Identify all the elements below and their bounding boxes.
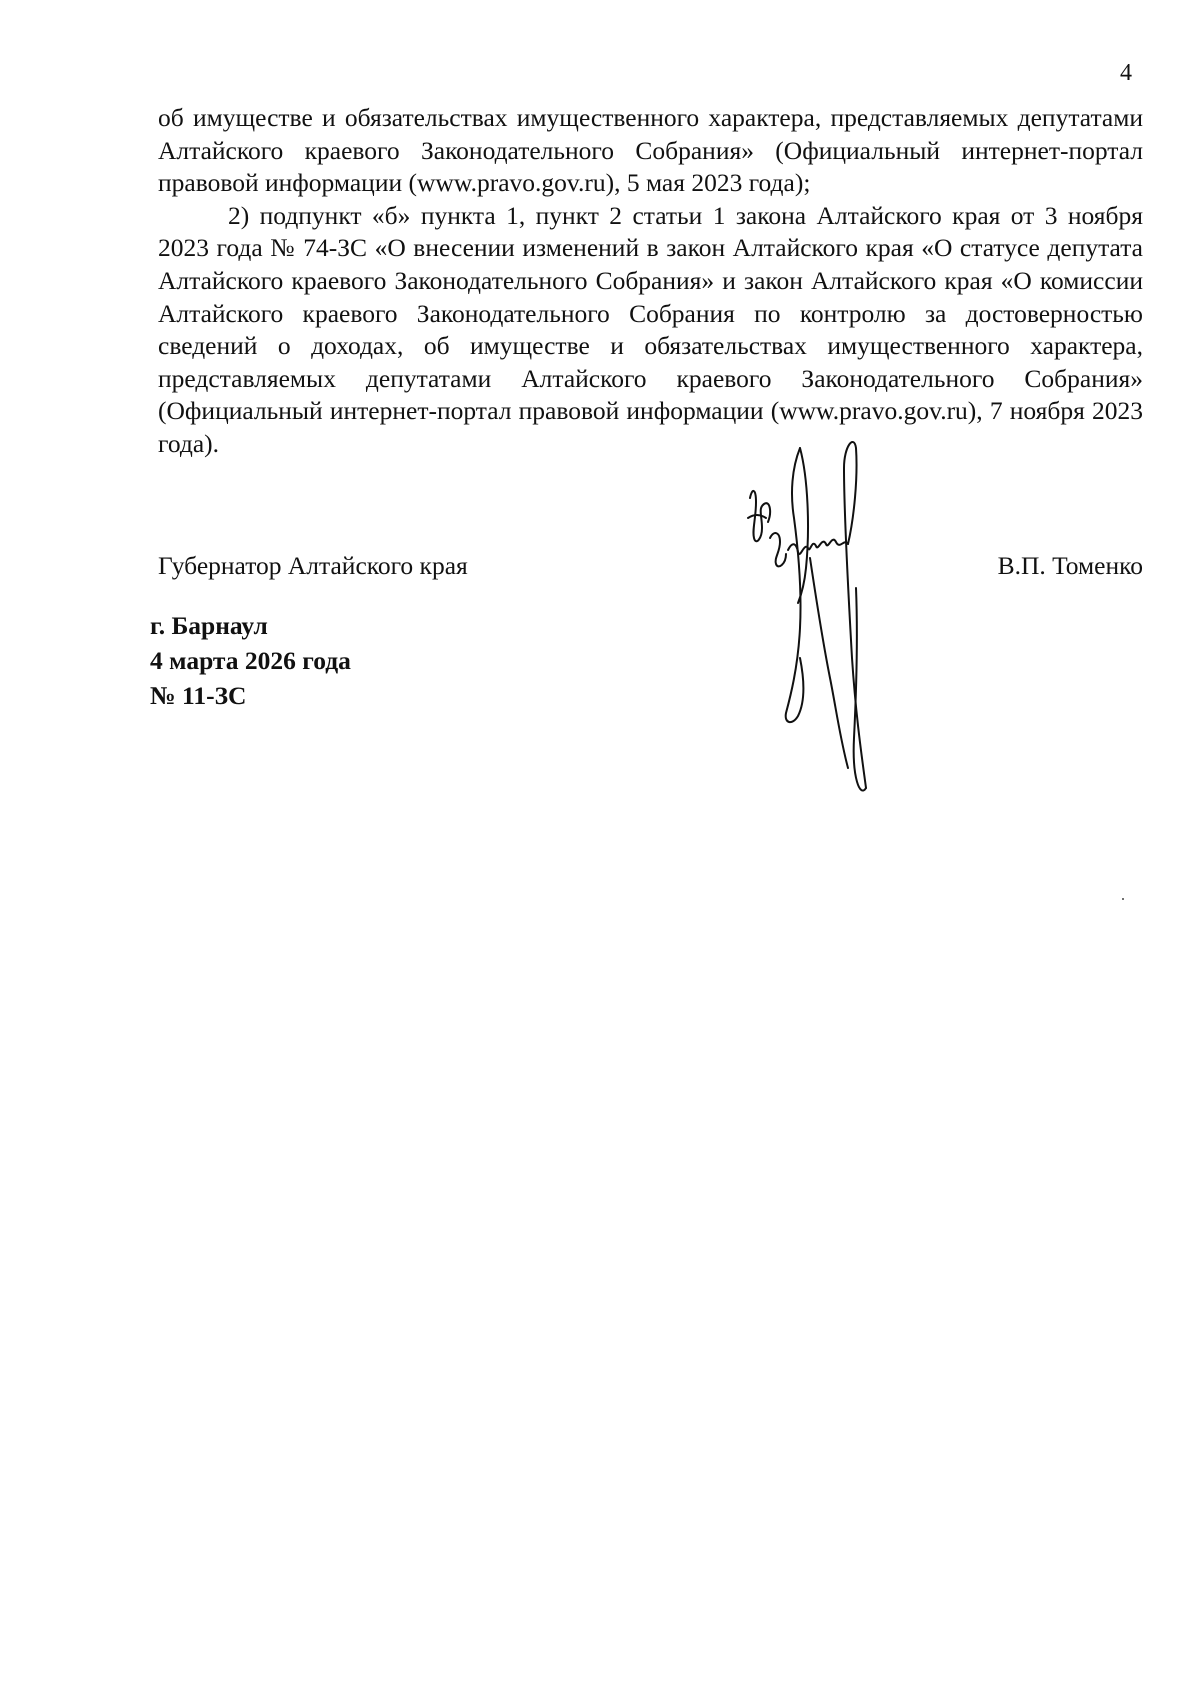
document-body (158, 102, 1143, 461)
handwritten-signature (740, 438, 940, 838)
law-number: № 11-ЗС (150, 681, 247, 710)
signing-date: 4 марта 2026 года (150, 646, 351, 675)
paragraph-continuation: об имуществе и обязательствах имущественного характера, представляемых депутатами Алтайского краевого Законодательного Собрания» (Официальный интернет-портал правовой информации (www.pravo.gov.ru), 5 мая 2023 года); (158, 103, 1143, 198)
signature-row (158, 550, 1143, 586)
scan-speck (1122, 898, 1124, 900)
page-number: 4 (1120, 60, 1132, 86)
city: г. Барнаул (150, 611, 268, 640)
signer-title: Губернатор Алтайского края (158, 551, 468, 580)
signer-name: В.П. Томенко (997, 551, 1143, 580)
paragraph-item-2: 2) подпункт «б» пункта 1, пункт 2 статьи 1 закона Алтайского края от 3 ноября 2023 года № 74-ЗС «О внесении изменений в закон Алтайского края «О статусе депутата Алтайского краевого Законодательного Собрания» и закон Алтайского края «О комиссии Алтайского краевого Законодательного Собрания по контролю за достоверностью сведений о доходах, об имуществе и обязательствах имущественного характера, представляемых депутатами Алтайского краевого Законодательного Собрания» (Официальный интернет-портал правовой информации (www.pravo.gov.ru), 7 ноября 2023 года). (158, 200, 1143, 458)
place-date-block (150, 608, 351, 713)
